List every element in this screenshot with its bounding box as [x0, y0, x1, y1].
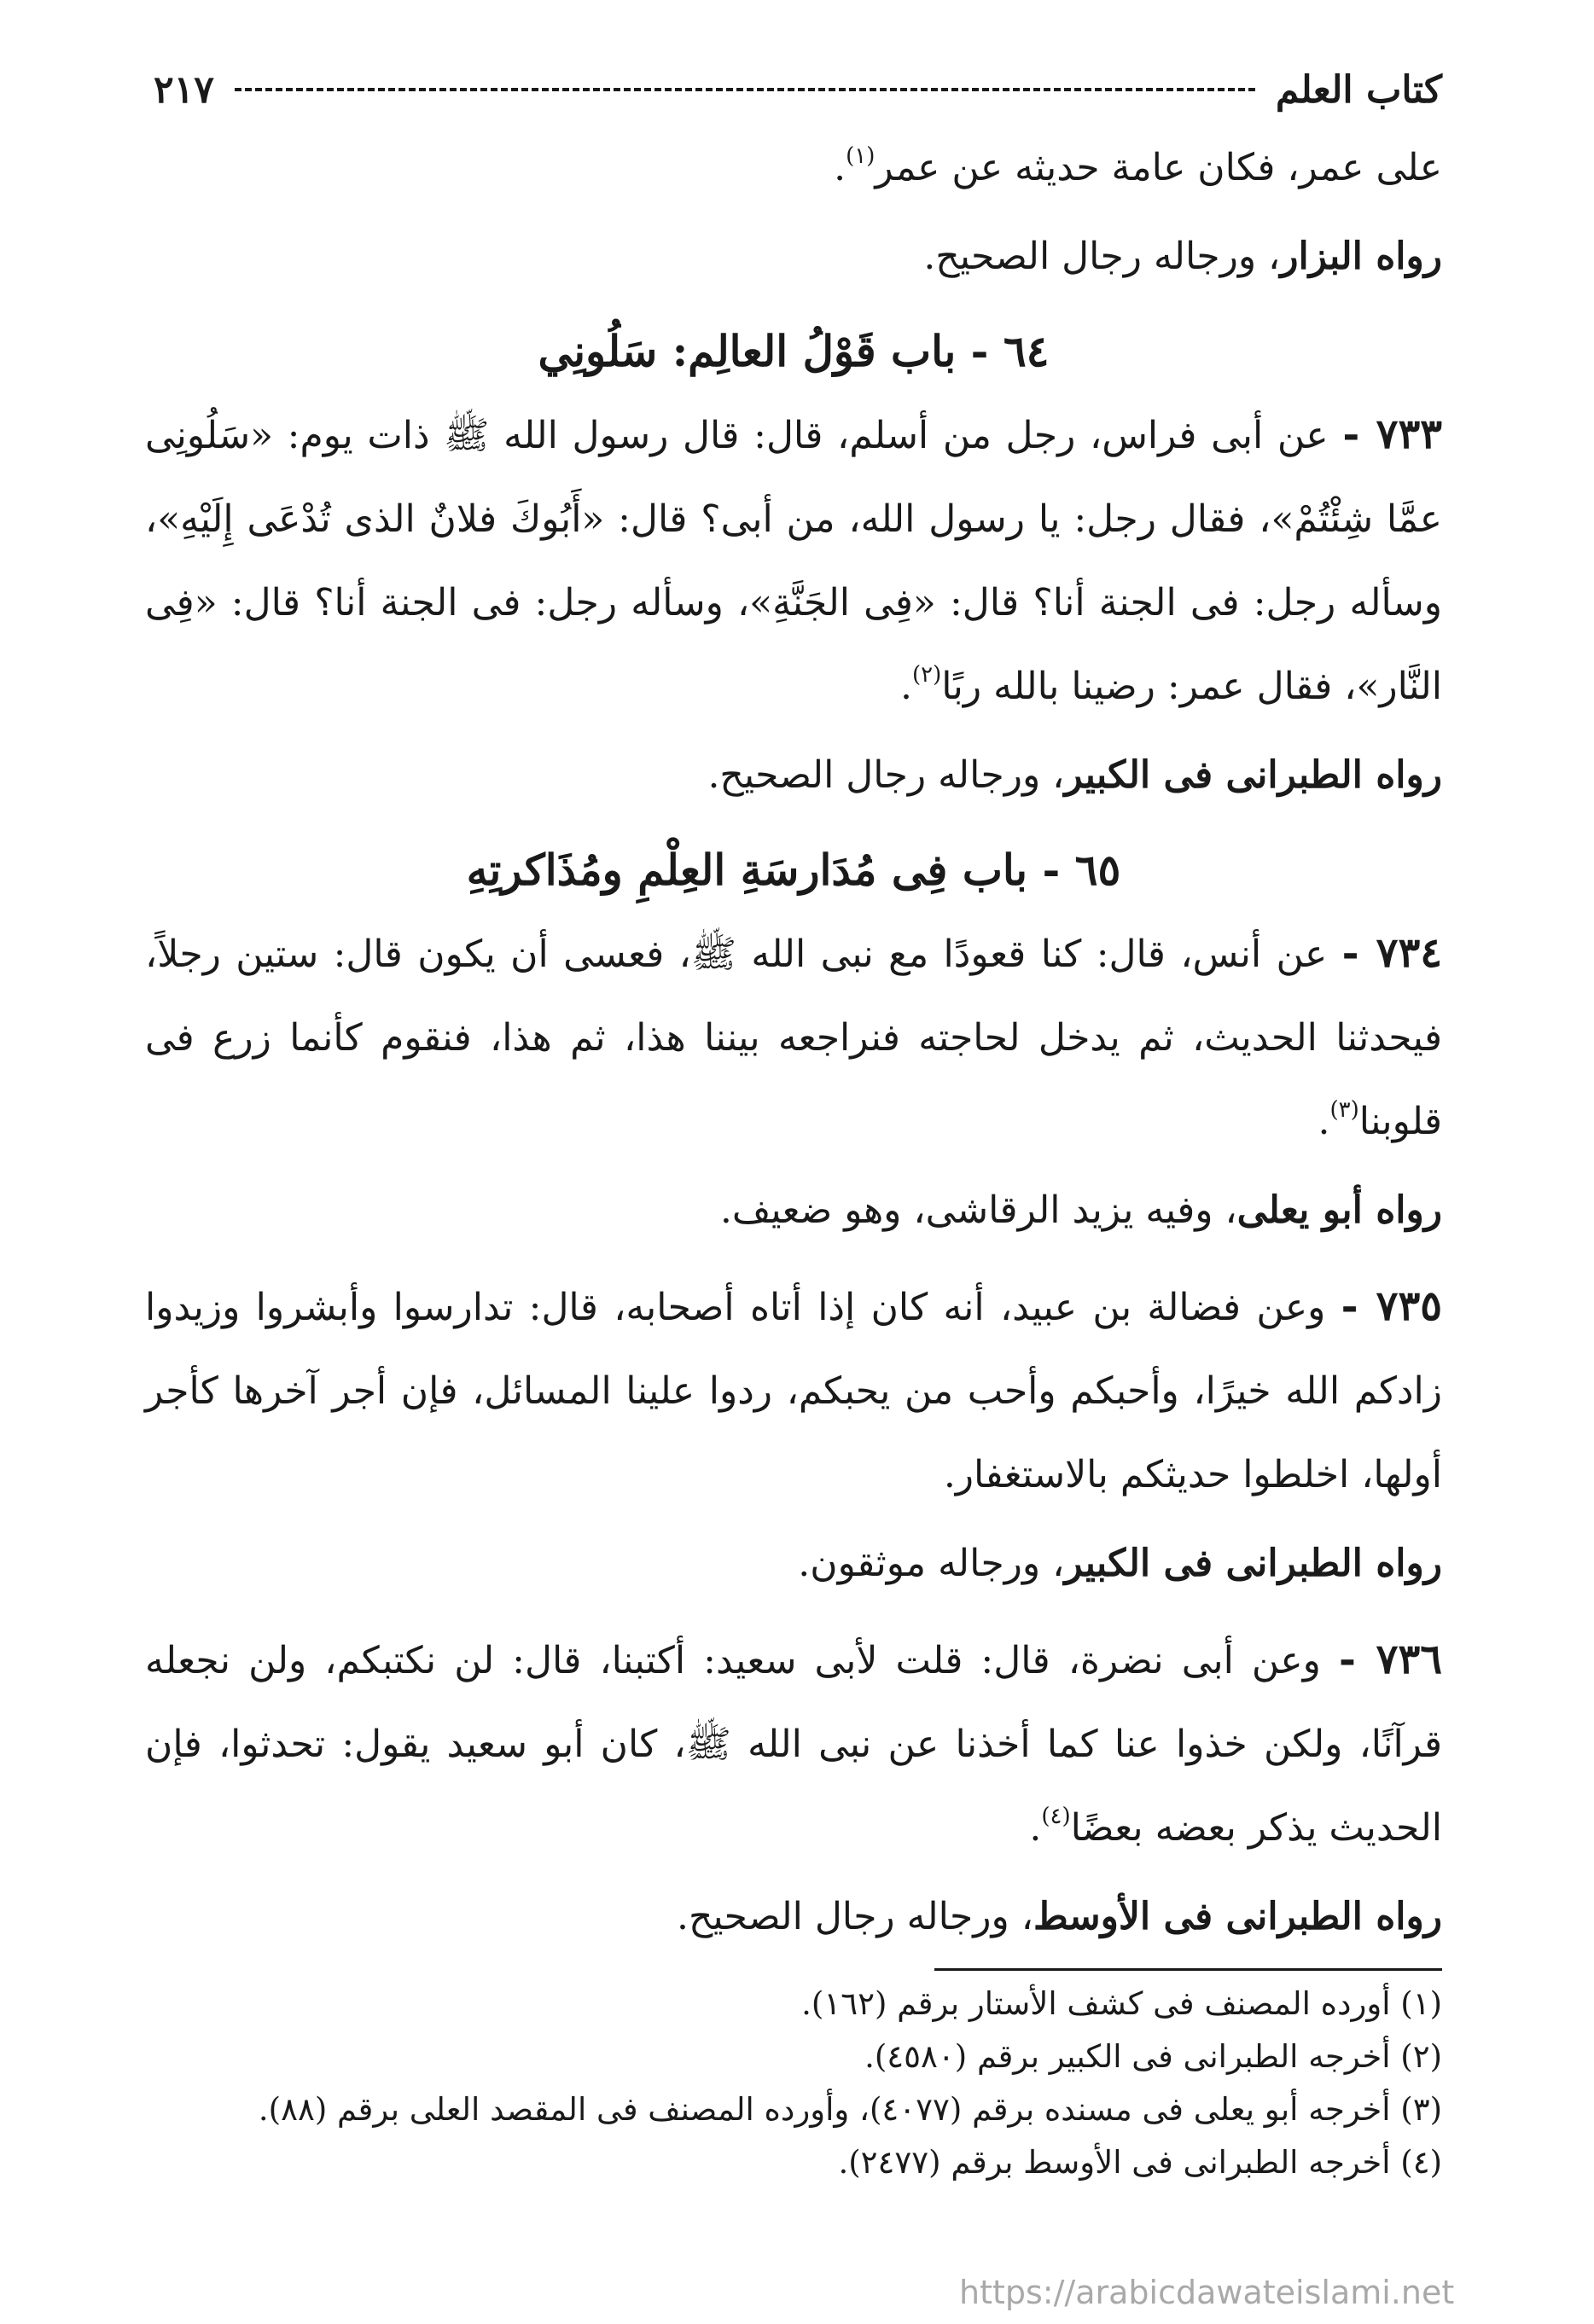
source-name: رواه الطبرانى فى الأوسط [1033, 1895, 1442, 1938]
footnote-ref: (١) [846, 143, 876, 169]
source-name: رواه الطبرانى فى الكبير [1064, 753, 1442, 797]
source-remark: ، وفيه يزيد الرقاشى، وهو ضعيف. [719, 1188, 1237, 1232]
footnote-ref: (٤) [1041, 1804, 1071, 1829]
hadith-735 [145, 1264, 1442, 1517]
paragraph-end: . [834, 146, 846, 189]
chapter-heading-65: ٦٥ - باب فِى مُدَارسَةِ العِلْمِ ومُذَاكرتِهِ [466, 845, 1121, 895]
hadith-text: عن أبى فراس، رجل من أسلم، قال: قال رسول الله ﷺ ذات يوم: «سَلُونِى عمَّا شِئْتُمْ»، فقال رجل: يا رسول الله، من أبى؟ قال: «أَبُوكَ فلانٌ الذى تُدْعَى إِلَيْهِ»، وسأله رجل: فى الجنة أنا؟ قال: «فِى الجَنَّةِ»، وسأله رجل: فى الجنة أنا؟ قال: «فِى النَّار»، فقال عمر: رضينا بالله ربًا [145, 414, 1442, 708]
chapter-heading-64: ٦٤ - باب قَوْلُ العالِم: سَلُونِي [538, 326, 1050, 376]
source-remark: ، ورجاله رجال الصحيح. [707, 753, 1065, 797]
source-name: رواه البزار [1280, 235, 1442, 278]
running-header [154, 60, 1442, 119]
hadith-text: عن أنس، قال: كنا قعودًا مع نبى الله ﷺ، فعسى أن يكون قال: ستين رجلاً، فيحدثنا الحديث، ثم يدخل لحاجته فنراجعه بيننا هذا، ثم هذا، فنقوم كأنما زرع فى قلوبنا [145, 933, 1442, 1143]
watermark-url: https://arabicdawateislami.net [959, 2274, 1455, 2311]
hadith-text: وعن أبى نضرة، قال: قلت لأبى سعيد: أكتبنا، قال: لن نكتبكم، ولن نجعله قرآنًا، ولكن خذوا عنا كما أخذنا عن نبى الله ﷺ، كان أبو سعيد يقول: تحدثوا، فإن الحديث يذكر بعضه بعضًا [145, 1639, 1442, 1850]
footnote-ref: (٢) [911, 662, 942, 688]
hadith-734 [145, 911, 1442, 1164]
footnote-4: (٤) أخرجه الطبرانى فى الأوسط برقم (٢٤٧٧). [838, 2144, 1442, 2181]
source-remark: ، ورجاله رجال الصحيح. [677, 1895, 1033, 1938]
source-note [145, 215, 1442, 299]
footnote-ref: (٣) [1329, 1097, 1359, 1123]
hadith-number: ٧٣٤ - [1341, 929, 1442, 977]
page-number: ٢١٧ [154, 67, 214, 112]
header-dash-line [235, 88, 1255, 91]
hadith-number: ٧٣٥ - [1341, 1282, 1442, 1330]
hadith-number: ٧٣٣ - [1342, 410, 1442, 458]
source-remark: ، ورجاله رجال الصحيح. [923, 235, 1281, 278]
page-body [145, 126, 1442, 1971]
paragraph-end: . [899, 665, 912, 708]
hadith-736 [145, 1618, 1442, 1870]
source-name: رواه الطبرانى فى الكبير [1064, 1542, 1442, 1585]
book-title: كتاب العلم [1275, 67, 1442, 112]
paragraph-end: . [1318, 1100, 1330, 1143]
continued-paragraph [145, 126, 1442, 210]
source-name: رواه أبو يعلى [1236, 1188, 1442, 1232]
footnote-separator [934, 1968, 1442, 1971]
source-note [145, 1169, 1442, 1252]
hadith-733 [145, 392, 1442, 729]
footnotes [145, 1978, 1442, 2189]
paragraph-end: . [1029, 1806, 1042, 1850]
footnote-2: (٢) أخرجه الطبرانى فى الكبير برقم (٤٥٨٠). [864, 2038, 1442, 2075]
source-note [145, 1875, 1442, 1959]
source-note [145, 1522, 1442, 1606]
hadith-text: وعن فضالة بن عبيد، أنه كان إذا أتاه أصحابه، قال: تدارسوا وأبشروا وزيدوا زادكم الله خيرًا، وأحبكم وأحب من يحبكم، ردوا علينا المسائل، فإن أجر آخرها كأجر أولها، اخلطوا حديثكم بالاستغفار. [145, 1286, 1442, 1496]
source-note [145, 734, 1442, 817]
footnote-3: (٣) أخرجه أبو يعلى فى مسنده برقم (٤٠٧٧)، وأورده المصنف فى المقصد العلى برقم (٨٨). [258, 2091, 1442, 2128]
paragraph-text: على عمر، فكان عامة حديثه عن عمر [875, 146, 1442, 189]
hadith-number: ٧٣٦ - [1338, 1636, 1442, 1683]
footnote-1: (١) أورده المصنف فى كشف الأستار برقم (١٦٢). [801, 1985, 1442, 2022]
source-remark: ، ورجاله موثقون. [798, 1542, 1065, 1585]
